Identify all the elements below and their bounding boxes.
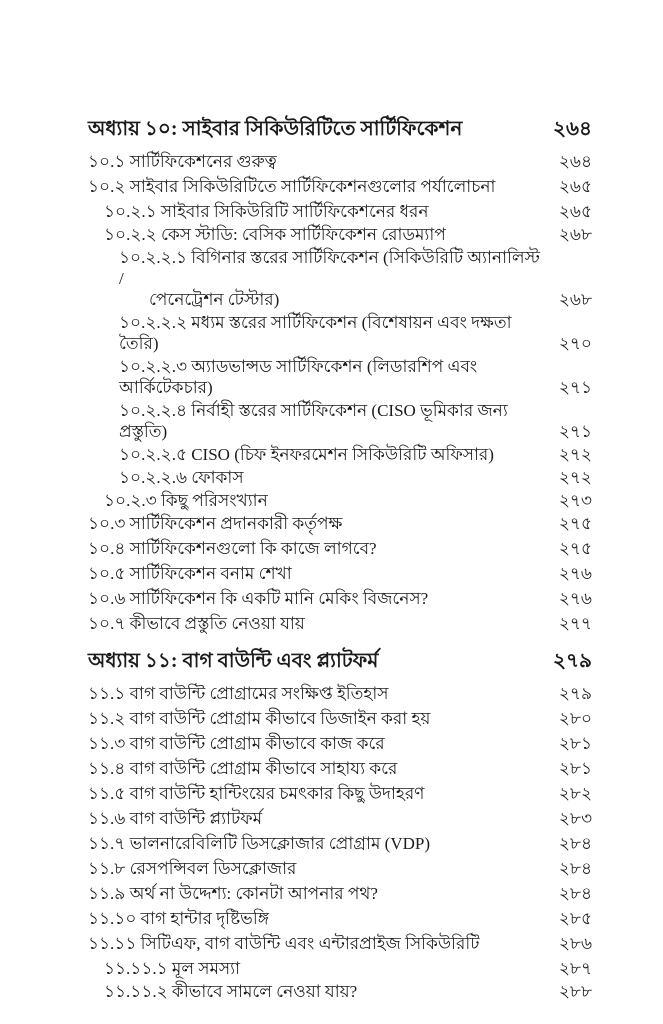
toc-entry-title: ১০.২ সাইবার সিকিউরিটিতে সার্টিফিকেশনগুলোর পর্যালোচনা [88,177,496,196]
toc-entry-title-wrap [88,708,545,729]
toc-entry [88,176,592,197]
toc-entry-title-wrap [88,758,545,779]
toc-entry-title-wrap [88,683,545,704]
toc-entry [88,733,592,754]
toc-entry-title: ১০.৫ সার্টিফিকেশন বনাম শেখা [88,564,292,583]
toc-entry [88,808,592,829]
toc-entry-title-wrap [88,116,539,142]
toc-entry-page-number: ২৭৬ [558,589,592,608]
toc-entry [88,444,592,465]
toc-entry-title: ১০.১ সার্টিফিকেশনের গুরুত্ব [88,152,277,171]
toc-entry-page-number: ২৭৬ [558,564,592,583]
toc-entry [88,958,592,979]
toc-entry-title: ১১.৯ অর্থ না উদ্দেশ্য: কোনটা আপনার পথ? [88,884,378,903]
toc-entry-title-wrap [88,201,545,222]
toc-entry-title: ১০.২.৩ কিছু পরিসংখ্যান [104,491,268,510]
toc-entry-title-wrap [88,563,545,584]
toc-chapter-page-number: ২৭৯ [553,650,592,672]
toc-entry-page-number: ২৭৫ [558,514,592,533]
toc-entry-title-wrap [88,312,545,354]
toc-chapter-title: অধ্যায় ১১: বাগ বাউন্টি এবং প্ল্যাটফর্ম [88,650,379,672]
toc-entry-title: ১০.২.২.১ বিগিনার স্তরের সার্টিফিকেশন (সিকিউরিটি অ্যানালিস্ট / [119,248,540,288]
toc-entry-title: ১১.৮ রেসপন্সিবল ডিসক্লোজার [88,859,297,878]
toc-entry [88,613,592,634]
toc-entry [88,356,592,398]
toc-entry-title-wrap [88,224,545,245]
toc-entry [88,981,592,1002]
toc-entry-title-wrap [88,400,545,442]
toc-entry-page-number: ২৭৭ [558,614,592,633]
toc-entry-page-number: ২৭০ [558,334,592,353]
toc-entry-title: ১১.২ বাগ বাউন্টি প্রোগ্রাম কীভাবে ডিজাইন করা হয় [88,709,431,728]
toc-entry [88,758,592,779]
toc-entry [88,588,592,609]
toc-entry [88,201,592,222]
table-of-contents [88,116,592,1004]
toc-entry [88,224,592,245]
toc-entry-page-number: ২৭৫ [558,539,592,558]
toc-entry-title-wrap [88,933,545,954]
toc-entry-title-wrap [88,883,545,904]
toc-entry-title: ১১.১১ সিটিএফ, বাগ বাউন্টি এবং এন্টারপ্রাইজ সিকিউরিটি [88,934,480,953]
toc-entry-title-wrap [88,247,545,310]
toc-entry-title: ১১.৫ বাগ বাউন্টি হান্টিংয়ের চমৎকার কিছু উদাহরণ [88,784,425,803]
toc-entry [88,312,592,354]
toc-entry-title: ১০.৪ সার্টিফিকেশনগুলো কি কাজে লাগবে? [88,539,377,558]
toc-entry-title: ১১.৬ বাগ বাউন্টি প্ল্যাটফর্ম [88,809,263,828]
toc-entry-page-number: ২৮০ [558,709,592,728]
toc-entry-title: ১০.২.২.৪ নির্বাহী স্তরের সার্টিফিকেশন (CISO ভূমিকার জন্য প্রস্তুতি) [119,401,508,441]
toc-entry-title: ১১.৭ ভালনারেবিলিটি ডিসক্লোজার প্রোগ্রাম (VDP) [88,834,430,853]
toc-entry-page-number: ২৮৭ [558,959,592,978]
toc-entry-page-number: ২৬৮ [558,225,592,244]
toc-entry-title-wrap [88,467,545,488]
toc-entry-title: ১১.১১.১ মূল সমস্যা [104,959,241,978]
toc-entry-page-number: ২৮৮ [558,982,592,1001]
toc-entry-page-number: ২৬৮ [558,290,592,309]
toc-entry-title: ১০.৭ কীভাবে প্রস্তুতি নেওয়া যায় [88,614,305,633]
toc-entry-page-number: ২৭৩ [558,491,592,510]
toc-entry-page-number: ২৬৪ [558,152,592,171]
toc-chapter-page-number: ২৬৪ [553,118,592,140]
toc-entry-title-wrap [88,151,545,172]
toc-entry-page-number: ২৬৫ [558,202,592,221]
toc-entry-page-number: ২৮১ [558,734,592,753]
toc-entry-title: ১০.২.২ কেস স্টাডি: বেসিক সার্টিফিকেশন রোডম্যাপ [104,225,446,244]
toc-entry-page-number: ২৭১ [558,378,592,397]
toc-entry-page-number: ২৮৪ [558,884,592,903]
toc-entry-title: ১১.১০ বাগ হান্টার দৃষ্টিভঙ্গি [88,909,269,928]
toc-entry-page-number: ২৭৯ [558,684,592,703]
toc-entry-title-wrap [88,981,545,1002]
toc-entry-page-number: ২৮২ [558,784,592,803]
toc-chapter-heading [88,648,592,674]
toc-entry [88,783,592,804]
toc-entry [88,933,592,954]
toc-entry-title-wrap [88,176,545,197]
toc-entry-title: ১১.১১.২ কীভাবে সামলে নেওয়া যায়? [104,982,358,1001]
toc-entry-title: ১০.২.২.৩ অ্যাডভান্সড সার্টিফিকেশন (লিডারশিপ এবং আর্কিটেকচার) [119,357,478,397]
toc-entry [88,538,592,559]
toc-entry-title-wrap [88,444,545,465]
toc-entry-title-wrap [88,613,545,634]
toc-entry-page-number: ২৮১ [558,759,592,778]
toc-entry-title-wrap [88,858,545,879]
toc-entry-page-number: ২৮৪ [558,859,592,878]
toc-entry-title: ১০.২.২.৫ CISO (চিফ ইনফরমেশন সিকিউরিটি অফিসার) [119,445,494,464]
toc-entry-title-continuation: পেনেট্রেশন টেস্টার) [149,290,280,309]
toc-entry-title-wrap [88,908,545,929]
toc-entry-title-wrap [88,588,545,609]
toc-entry [88,490,592,511]
toc-entry-page-number: ২৭২ [558,468,592,487]
toc-entry [88,683,592,704]
toc-entry [88,400,592,442]
toc-entry-page-number: ২৭২ [558,445,592,464]
toc-entry-title-wrap [88,958,545,979]
toc-entry [88,513,592,534]
toc-entry [88,563,592,584]
toc-entry [88,908,592,929]
toc-entry-title-wrap [88,490,545,511]
toc-entry-title: ১০.৩ সার্টিফিকেশন প্রদানকারী কর্তৃপক্ষ [88,514,343,533]
toc-entry-title-wrap [88,648,539,674]
toc-entry-page-number: ২৮৪ [558,834,592,853]
toc-entry-title-wrap [88,833,545,854]
toc-entry-title: ১১.১ বাগ বাউন্টি প্রোগ্রামের সংক্ষিপ্ত ইতিহাস [88,684,389,703]
toc-chapter-title: অধ্যায় ১০: সাইবার সিকিউরিটিতে সার্টিফিকেশন [88,118,463,140]
toc-entry [88,247,592,310]
toc-entry-page-number: ২৮৫ [558,909,592,928]
toc-chapter-heading [88,116,592,142]
toc-entry [88,708,592,729]
toc-entry-title-wrap [88,538,545,559]
toc-entry-title: ১০.২.২.২ মধ্যম স্তরের সার্টিফিকেশন (বিশেষায়ন এবং দক্ষতা তৈরি) [119,313,512,353]
toc-entry [88,151,592,172]
toc-entry-title: ১০.৬ সার্টিফিকেশন কি একটি মানি মেকিং বিজনেস? [88,589,429,608]
toc-entry-title-wrap [88,356,545,398]
toc-entry-page-number: ২৮৬ [558,934,592,953]
toc-entry-page-number: ২৭১ [558,422,592,441]
toc-entry-page-number: ২৬৫ [558,177,592,196]
toc-entry-title-wrap [88,733,545,754]
toc-entry [88,883,592,904]
toc-entry-title: ১১.৩ বাগ বাউন্টি প্রোগ্রাম কীভাবে কাজ করে [88,734,385,753]
toc-entry [88,858,592,879]
toc-entry-title-wrap [88,513,545,534]
toc-entry-title: ১০.২.২.৬ ফোকাস [119,468,244,487]
toc-entry-title: ১১.৪ বাগ বাউন্টি প্রোগ্রাম কীভাবে সাহায্য করে [88,759,398,778]
toc-entry [88,467,592,488]
toc-entry-title-wrap [88,808,545,829]
toc-entry-title-wrap [88,783,545,804]
toc-entry-page-number: ২৮৩ [558,809,592,828]
toc-entry [88,833,592,854]
toc-entry-title: ১০.২.১ সাইবার সিকিউরিটি সার্টিফিকেশনের ধরন [104,202,429,221]
